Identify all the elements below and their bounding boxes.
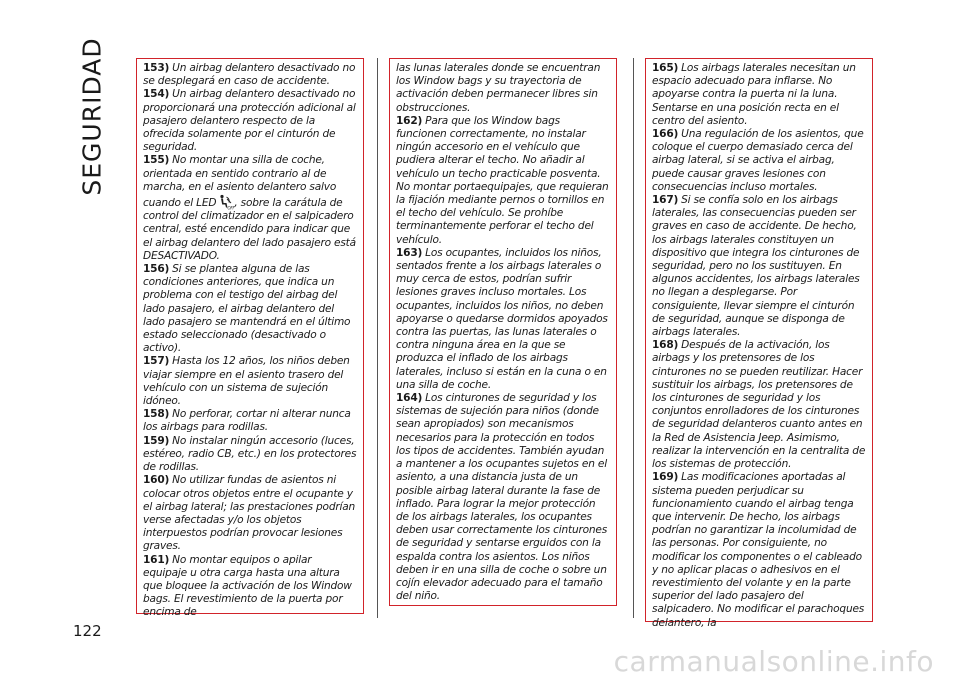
note-text: Los cinturones de seguridad y los sistemas de sujeción para niños (donde sean apropiados) son mecanismos necesarios para la protección en todos los tipos de accidentes. También ayudan a mantener a los ocupantes sujetos en el asiento, a una distancia justa de un posible airbag lateral durante la fase de inflado. Para lograr la mejor protección de los airbags laterales, los ocupantes deben usar correctamente los cinturones de seguridad y sentarse erguidos con la espalda contra los asientos. Los niños deben ir en una silla de coche o sobre un cojín elevador adecuado para el tamaño del niño. <box>396 392 608 603</box>
section-title-text: SEGURIDAD <box>77 36 107 196</box>
warning-note <box>396 62 610 115</box>
page-number: 122 <box>73 622 102 640</box>
note-number: 153) <box>143 62 170 74</box>
note-text: Si se confía solo en los airbags laterales, las consecuencias pueden ser graves en caso de accidente. De hecho, los airbags laterales constituyen un dispositivo que integra los cinturones de seguridad, pero no los sustituyen. En algunos accidentes, los airbags laterales no llegan a desplegarse. Por consiguiente, llevar siempre el cinturón de seguridad, aunque se disponga de airbags laterales. <box>652 194 860 339</box>
note-text: Después de la activación, los airbags y los pretensores de los cinturones no se pueden reutilizar. Hacer sustituir los airbags, los pretensores de los cinturones de seguridad y los conjuntos enrolladores de los cinturones de seguridad delanteros cuanto antes en la Red de Asistencia Jeep. Asimismo, realizar la intervención en la centralita de los sistemas de protección. <box>652 339 866 471</box>
note-text: Para que los Window bags funcionen correctamente, no instalar ningún accesorio en el vehículo que pudiera alterar el techo. No añadir al vehículo un techo practicable posventa. No montar portaequipajes, que requieran la fijación mediante pernos o tornillos en el techo del vehículo. Se prohíbe terminantemente perforar el techo del vehículo. <box>396 114 609 246</box>
note-number: 169) <box>652 471 679 484</box>
note-text: No perforar, cortar ni alterar nunca los airbags para rodillas. <box>143 408 351 434</box>
note-number: 162) <box>396 114 423 127</box>
note-text: No utilizar fundas de asientos ni colocar otros objetos entre el ocupante y el airbag lateral; las prestaciones podrían verse afectadas y/o los objetos interpuestos podrían provocar lesiones graves. <box>143 474 356 553</box>
warning-note <box>143 474 357 553</box>
note-number: 168) <box>652 339 679 352</box>
warning-note <box>396 247 610 392</box>
note-number: 161) <box>143 553 170 566</box>
warning-note <box>652 128 866 194</box>
note-number: 160) <box>143 474 170 487</box>
note-number: 155) <box>143 154 170 167</box>
warning-column-2 <box>389 58 617 606</box>
note-number: 163) <box>396 246 423 259</box>
warning-note <box>143 263 357 355</box>
note-number: 154) <box>143 88 170 101</box>
warning-note <box>143 62 357 88</box>
note-text: No montar una silla de coche, orientada en sentido contrario al de marcha, en el asiento delantero salvo cuando el LED <box>143 154 337 210</box>
warning-column-3 <box>645 58 873 629</box>
passenger-airbag-off-led-icon <box>218 194 235 211</box>
note-text: Los ocupantes, incluidos los niños, sentados frente a los airbags laterales o muy cerca de estos, podrían sufrir lesiones graves incluso mortales. Los ocupantes, incluidos los niños, no deben apoyarse o quedarse dormidos apoyados contra las puertas, las lunas laterales o contra ninguna área en la que se produzca el inflado de los airbags laterales, incluso si están en la cuna o en una silla de coche. <box>396 246 608 391</box>
note-text-continued: , sobre la carátula de control del climatizador en el salpicadero central, esté encendido para indicar que el airbag delantero del lado pasajero está DESACTIVADO. <box>143 197 356 262</box>
note-number: 158) <box>143 408 170 421</box>
note-text: Una regulación de los asientos, que coloque el cuerpo demasiado cerca del airbag lateral, si se activa el airbag, puede causar graves lesiones con consecuencias incluso mortales. <box>652 128 864 193</box>
note-text: Si se plantea alguna de las condiciones anteriores, que indica un problema con el testigo del airbag del lado pasajero, el airbag delantero del lado pasajero se mantendrá en el último estado seleccionado (desactivado o activo). <box>143 263 351 355</box>
warning-note <box>396 392 610 603</box>
note-number: 165) <box>652 62 679 74</box>
warning-column-1 <box>136 58 364 619</box>
watermark: carmanualsonline.info <box>613 645 934 678</box>
note-text: No instalar ningún accesorio (luces, estéreo, radio CB, etc.) en los protectores de rodillas. <box>143 434 357 474</box>
note-text: Los airbags laterales necesitan un espacio adecuado para inflarse. No apoyarse contra la puerta ni la luna. Sentarse en una posición recta en el centro del asiento. <box>652 62 856 127</box>
note-text: Las modificaciones aportadas al sistema pueden perjudicar su funcionamiento cuando el airbag tenga que intervenir. De hecho, los airbags podrían no garantizar la incolumidad de las personas. Por consiguiente, no modificar los componentes o el cableado y no aplicar placas o adhesivos en el revestimiento del volante y en la parte superior del lado pasajero del salpicadero. No modificar el parachoques delantero, la <box>652 471 865 629</box>
note-number: 159) <box>143 434 170 447</box>
note-number: 167) <box>652 194 679 207</box>
warning-note <box>143 88 357 154</box>
warning-note <box>143 435 357 475</box>
warning-note <box>396 115 610 247</box>
warning-note <box>652 339 866 471</box>
warning-note <box>143 408 357 434</box>
note-text: No montar equipos o apilar equipaje u otra carga hasta una altura que bloquee la activación de los Window bags. El revestimiento de la puerta por encima de <box>143 553 352 619</box>
warning-note <box>652 62 866 128</box>
warning-note <box>143 154 357 263</box>
note-number: 157) <box>143 355 170 368</box>
note-number: 156) <box>143 263 170 276</box>
note-text: Hasta los 12 años, los niños deben viajar siempre en el asiento trasero del vehículo con un sistema de sujeción idóneo. <box>143 355 350 408</box>
column-divider <box>377 58 378 618</box>
warning-note <box>143 355 357 408</box>
note-number: 164) <box>396 392 423 405</box>
svg-text:OFF: OFF <box>227 205 235 211</box>
warning-note <box>652 194 866 339</box>
note-text: las lunas laterales donde se encuentran los Window bags y su trayectoria de activación deben permanecer libres sin obstrucciones. <box>396 62 601 114</box>
note-number: 166) <box>652 128 679 141</box>
column-divider <box>633 58 634 618</box>
note-text: Un airbag delantero desactivado no se desplegará en caso de accidente. <box>143 62 356 88</box>
section-title <box>72 36 112 196</box>
warning-note <box>652 471 866 629</box>
warning-note <box>143 554 357 620</box>
note-text: Un airbag delantero desactivado no proporcionará una protección adicional al pasajero delantero respecto de la ofrecida solamente por el cinturón de seguridad. <box>143 88 356 154</box>
